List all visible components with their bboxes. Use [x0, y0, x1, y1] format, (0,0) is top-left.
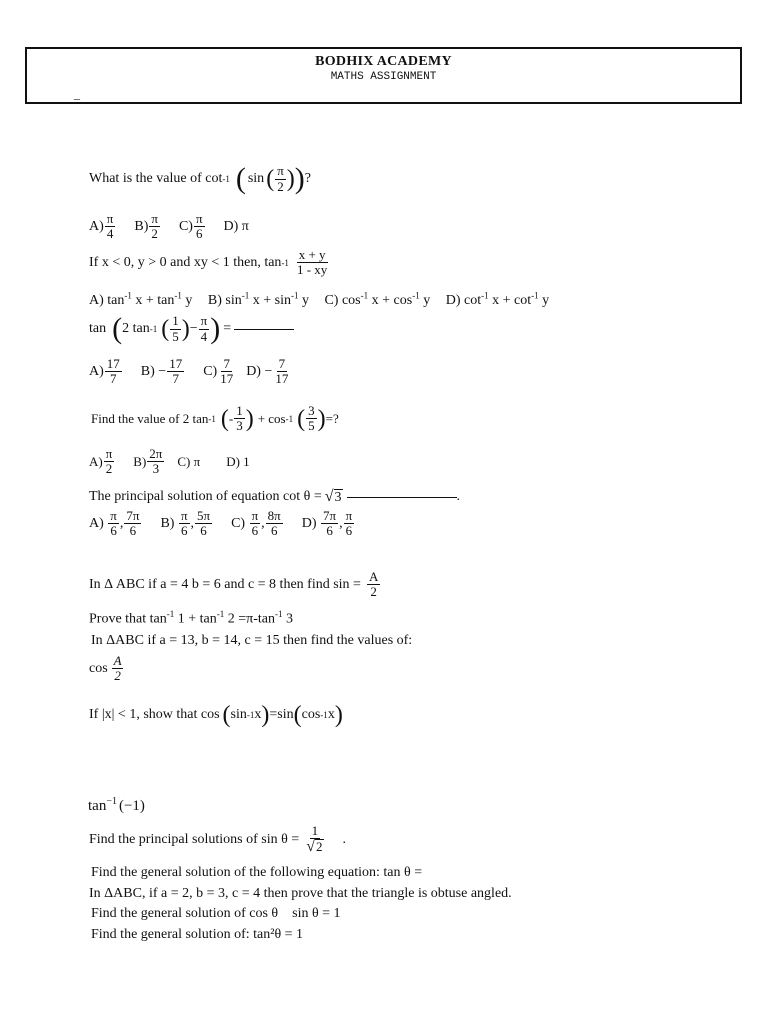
- assignment-title: MATHS ASSIGNMENT: [330, 71, 437, 83]
- q8-expression: cos $\frac{A}{2}$: [89, 653, 122, 684]
- q1-frac: $\frac{\pi}{2}$: [277, 163, 284, 194]
- q5-option-b: B) $\frac{\pi}{6}$ , $\frac{5\pi}{6}$: [160, 508, 211, 539]
- q4-option-c: C) π: [177, 453, 201, 469]
- question-3: tan ( 2 tan -1 ( $\frac{1}{5}$ ) − $\frac{\pi}{4}$ ) =: [89, 314, 294, 344]
- q1-text: What is the value of cot: [89, 171, 223, 186]
- question-5: The principal solution of equation cot θ = √ 3 .: [89, 488, 460, 505]
- question-9: If |x| < 1, show that cos ( sin -1 x ) = sin ( cos -1 x ): [89, 702, 343, 728]
- q2-frac: $\frac{x + y}{1 - xy}$: [296, 247, 328, 278]
- q1-options: [89, 212, 267, 242]
- q4-tail: =?: [325, 410, 339, 426]
- q3-option-a: A) $\frac{17}{7}$: [89, 356, 120, 387]
- q3-blank: [234, 329, 294, 330]
- q6-frac: $\frac{A}{2}$: [368, 569, 379, 600]
- question-13: In ΔABC, if a = 2, b = 3, c = 4 then prove that the triangle is obtuse angled.: [89, 886, 512, 901]
- q4-option-a: A) $\frac{\pi}{2}$: [89, 446, 113, 477]
- q1-option-a: A) $\frac{\pi}{4}$: [89, 211, 114, 242]
- q3-tan: tan: [89, 321, 107, 336]
- q5-options: [89, 509, 373, 539]
- q2-option-a: A) $\tan^{-1} x + \tan^{-1} y$: [89, 290, 193, 308]
- question-6: [89, 570, 381, 600]
- question-15: Find the general solution of: tan²θ = 1: [91, 927, 304, 942]
- q5-blank: [347, 497, 457, 498]
- q2-text: If x < 0, y > 0 and xy < 1 then, tan: [89, 254, 282, 270]
- school-name: BODHIX ACADEMY: [315, 54, 452, 69]
- q4-option-d: D) 1: [226, 453, 250, 469]
- q3-options: [89, 357, 309, 387]
- question-14: Find the general solution of cos θ sin θ = 1: [91, 906, 341, 921]
- q1-option-c: C) $\frac{\pi}{6}$: [178, 211, 203, 242]
- q5-text: The principal solution of equation cot θ =: [89, 489, 322, 505]
- q3-option-b: B) − $\frac{17}{7}$: [140, 356, 183, 387]
- q2-option-c: C) $\cos^{-1} x + \cos^{-1} y$: [324, 290, 431, 308]
- q1-option-d: D) π: [223, 218, 249, 234]
- q4-frac2: $\frac{3}{5}$: [308, 403, 315, 434]
- q1-fn: sin: [247, 171, 265, 186]
- question-1: What is the value of cot -1 ( sin ( $\frac{\pi}{2}$ ) ) ?: [89, 162, 311, 195]
- q3-frac2: $\frac{\pi}{4}$: [200, 313, 208, 344]
- question-8: In ΔABC if a = 13, b = 14, c = 15 then find the values of:: [91, 633, 413, 648]
- q1-sup: -1: [222, 174, 230, 184]
- q3-2tan: 2 tan: [122, 321, 150, 336]
- q3-frac1: $\frac{1}{5}$: [172, 313, 179, 344]
- q1-tail: ?: [304, 171, 311, 186]
- q4-cos: + cos: [257, 410, 286, 426]
- q4-option-b: B) $\frac{2\pi}{3}$: [133, 446, 163, 477]
- header-dash: _: [74, 87, 80, 101]
- q5-option-d: D) $\frac{7\pi}{6}$ , $\frac{\pi}{6}$: [301, 508, 353, 539]
- q2-option-d: D) $\cot^{-1} x + \cot^{-1} y$: [445, 290, 550, 308]
- q11-frac: 1 √ 2: [306, 823, 323, 856]
- q2-options: [89, 290, 549, 309]
- question-4: Find the value of 2 tan -1 ( - $\frac{1}{3}$ ) + cos -1 ( $\frac{3}{5}$ ) =?: [91, 403, 339, 434]
- question-7: Prove that $\tan^{-1} 1 + \tan^{-1} 2 =\pi-\tan^{-1}$ 3: [89, 609, 293, 627]
- question-12: Find the general solution of the following equation: tan θ =: [91, 865, 423, 880]
- q3-option-c: C) $\frac{7}{17}$: [203, 356, 234, 387]
- question-11: Find the principal solutions of sin θ = 1 √ 2 .: [89, 823, 346, 856]
- q5-sqrt: √ 3: [324, 488, 342, 505]
- q4-frac1: $\frac{1}{3}$: [236, 403, 243, 434]
- question-10: $\tan^{-1} (-1)$: [88, 796, 145, 814]
- q5-option-a: A) $\frac{\pi}{6}$ , $\frac{7\pi}{6}$: [89, 508, 140, 539]
- question-2: If x < 0, y > 0 and xy < 1 then, tan -1 $\frac{x + y}{1 - xy}$: [89, 247, 328, 278]
- q1-option-b: B) $\frac{\pi}{2}$: [134, 211, 158, 242]
- q3-equals: =: [223, 321, 232, 336]
- q6-text: In Δ ABC if a = 4 b = 6 and c = 8 then find sin =: [89, 576, 361, 592]
- q3-minus: −: [189, 321, 198, 336]
- q3-option-d: D) − $\frac{7}{17}$: [246, 356, 289, 387]
- header-box: [25, 47, 742, 104]
- q2-option-b: B) $\sin^{-1} x + \sin^{-1} y$: [207, 290, 309, 308]
- q5-option-c: C) $\frac{\pi}{6}$ , $\frac{8\pi}{6}$: [231, 508, 281, 539]
- q4-text: Find the value of 2 tan: [91, 410, 209, 426]
- q4-options: [89, 447, 268, 477]
